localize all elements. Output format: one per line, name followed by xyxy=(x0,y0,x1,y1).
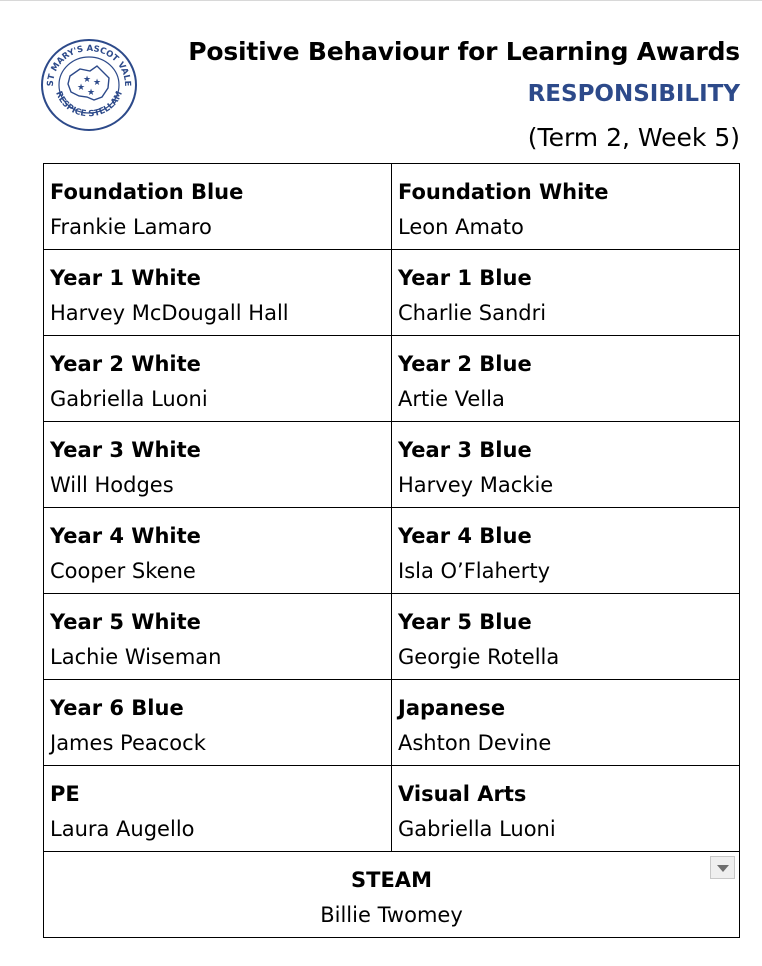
table-row xyxy=(44,766,740,852)
class-name: PE xyxy=(50,782,80,806)
class-name: Year 2 White xyxy=(50,352,201,376)
student-name: Frankie Lamaro xyxy=(50,215,212,239)
class-name: Year 5 White xyxy=(50,610,201,634)
student-name: Lachie Wiseman xyxy=(50,645,222,669)
class-name: STEAM xyxy=(351,868,432,892)
svg-text:★: ★ xyxy=(77,83,86,93)
school-crest-icon xyxy=(40,38,138,132)
page-title: Positive Behaviour for Learning Awards xyxy=(188,37,740,66)
steam-award-cell xyxy=(44,852,740,938)
student-name: Laura Augello xyxy=(50,817,195,841)
crest-top-text: ST MARY'S ASCOT VALE xyxy=(45,43,133,87)
table-row xyxy=(44,594,740,680)
student-name: Leon Amato xyxy=(398,215,524,239)
student-name: James Peacock xyxy=(50,731,206,755)
award-cell xyxy=(44,594,392,680)
award-cell xyxy=(44,250,392,336)
award-cell xyxy=(44,422,392,508)
class-name: Year 4 White xyxy=(50,524,201,548)
student-name: Harvey Mackie xyxy=(398,473,554,497)
award-cell xyxy=(44,508,392,594)
student-name: Harvey McDougall Hall xyxy=(50,301,289,325)
class-name: Year 3 White xyxy=(50,438,201,462)
table-row xyxy=(44,852,740,938)
svg-text:★: ★ xyxy=(83,75,92,85)
award-cell xyxy=(392,164,740,250)
award-cell xyxy=(44,766,392,852)
award-cell xyxy=(392,766,740,852)
student-name: Cooper Skene xyxy=(50,559,196,583)
table-row xyxy=(44,336,740,422)
student-name: Georgie Rotella xyxy=(398,645,560,669)
student-name: Billie Twomey xyxy=(320,903,463,927)
awards-table xyxy=(43,163,740,938)
table-row xyxy=(44,250,740,336)
class-name: Year 3 Blue xyxy=(398,438,532,462)
class-name: Year 5 Blue xyxy=(398,610,532,634)
svg-text:★: ★ xyxy=(93,78,102,88)
student-name: Gabriella Luoni xyxy=(398,817,556,841)
crest-bottom-text: RESPICE STELLAM xyxy=(53,89,125,120)
class-name: Year 6 Blue xyxy=(50,696,184,720)
award-cell xyxy=(392,680,740,766)
table-row xyxy=(44,422,740,508)
class-name: Year 1 Blue xyxy=(398,266,532,290)
class-name: Year 1 White xyxy=(50,266,201,290)
svg-text:★: ★ xyxy=(87,88,96,98)
class-name: Year 2 Blue xyxy=(398,352,532,376)
top-divider xyxy=(0,0,762,1)
chevron-down-icon[interactable] xyxy=(710,856,735,879)
award-cell xyxy=(392,250,740,336)
award-cell xyxy=(392,422,740,508)
student-name: Artie Vella xyxy=(398,387,505,411)
page-header xyxy=(188,34,740,156)
term-week-label: (Term 2, Week 5) xyxy=(527,123,740,152)
award-cell xyxy=(44,680,392,766)
class-name: Foundation White xyxy=(398,180,609,204)
award-category: RESPONSIBILITY xyxy=(527,81,740,107)
table-row xyxy=(44,508,740,594)
award-cell xyxy=(44,336,392,422)
table-row xyxy=(44,680,740,766)
class-name: Japanese xyxy=(398,696,506,720)
student-name: Isla O’Flaherty xyxy=(398,559,551,583)
award-cell xyxy=(392,508,740,594)
class-name: Year 4 Blue xyxy=(398,524,532,548)
table-row xyxy=(44,164,740,250)
student-name: Gabriella Luoni xyxy=(50,387,208,411)
student-name: Ashton Devine xyxy=(398,731,552,755)
student-name: Will Hodges xyxy=(50,473,174,497)
class-name: Visual Arts xyxy=(398,782,527,806)
student-name: Charlie Sandri xyxy=(398,301,547,325)
class-name: Foundation Blue xyxy=(50,180,244,204)
award-cell xyxy=(392,336,740,422)
award-cell xyxy=(392,594,740,680)
award-cell xyxy=(44,164,392,250)
